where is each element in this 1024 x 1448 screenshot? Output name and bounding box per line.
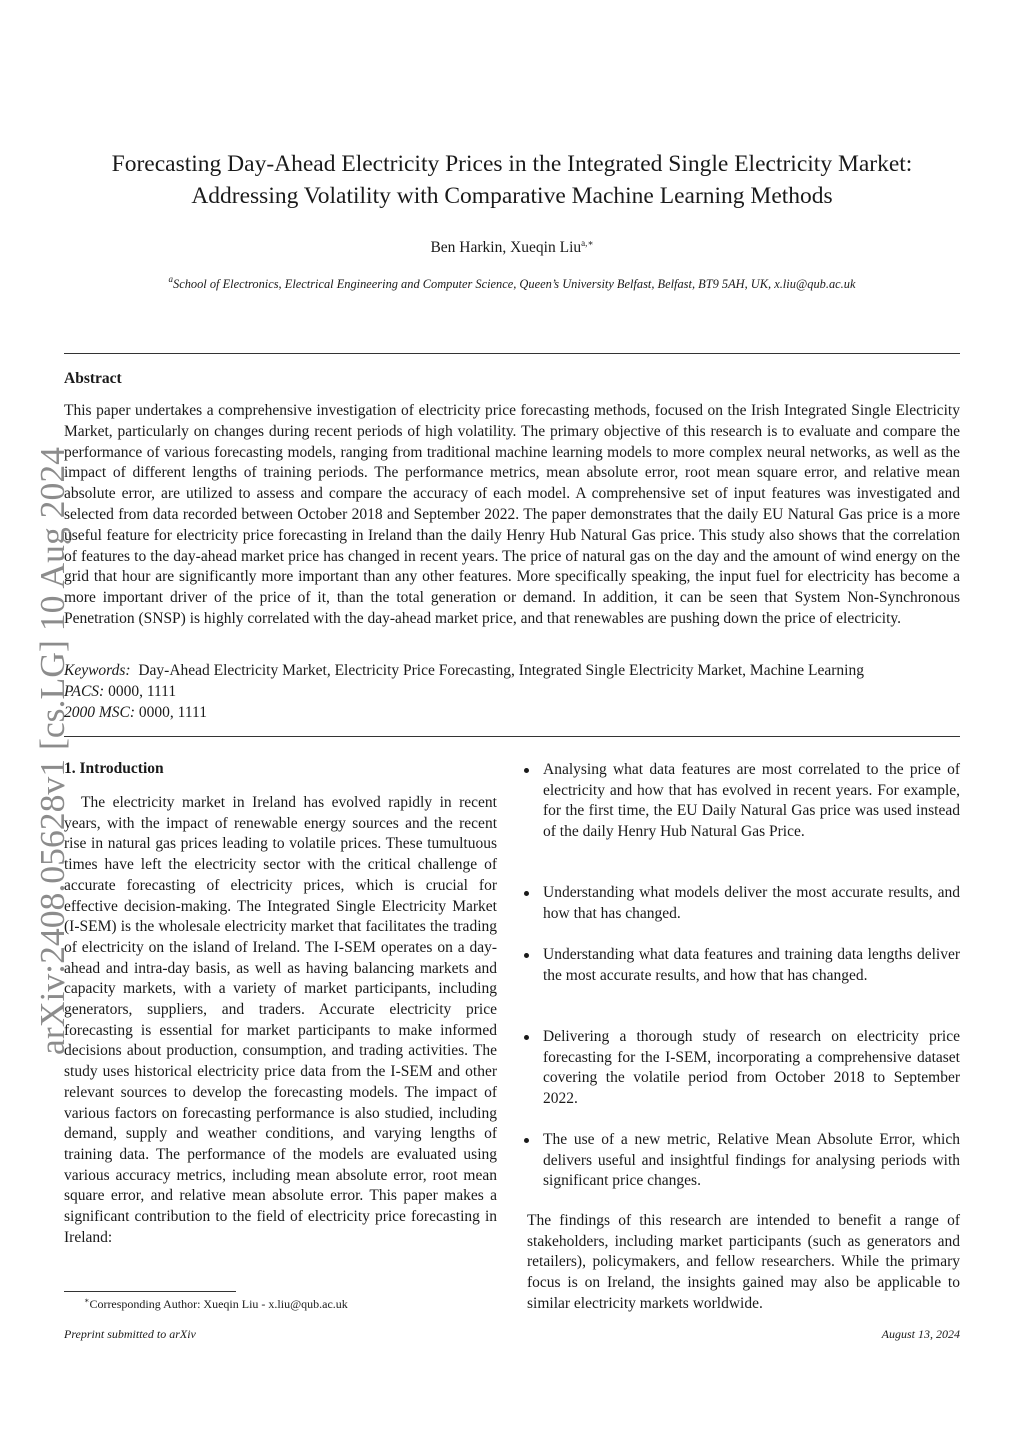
paper-title-line-2: Addressing Volatility with Comparative Machine Learning Methods	[191, 183, 833, 209]
introduction-closing-paragraph: The findings of this research are intended to benefit a range of stakeholders, including market participants (such as generators and retailers), policymakers, and fellow researchers. While the primary focus is on Ireland, the insights gained may also be applicable to similar electricity markets worldwide.	[527, 1212, 960, 1312]
footnote-divider	[64, 1291, 236, 1292]
author-list	[60, 239, 964, 257]
contribution-bullet-text: Understanding what models deliver the most accurate results, and how that has changed.	[543, 884, 960, 922]
contribution-bullet	[543, 760, 960, 843]
keywords-line	[64, 661, 960, 682]
abstract-bottom-divider	[64, 736, 960, 737]
contribution-bullet-text: Analysing what data features are most correlated to the price of electricity and how that has evolved in recent years. For example, for the first time, the EU Daily Natural Gas price was used instead of the daily Henry Hub Natural Gas Price.	[543, 761, 960, 841]
msc-label: 2000 MSC:	[64, 704, 136, 721]
contribution-bullet-text: Understanding what data features and training data lengths deliver the most accurate results, and how that has changed.	[543, 946, 960, 984]
keywords-value: Day-Ahead Electricity Market, Electricity Price Forecasting, Integrated Single Electricity Market, Machine Learning	[138, 662, 864, 679]
affiliation-marker: a	[168, 274, 174, 284]
footer-date: August 13, 2024	[881, 1327, 960, 1341]
contribution-bullet	[543, 1130, 960, 1192]
paper-title	[60, 148, 964, 212]
keywords-label: Keywords:	[64, 662, 131, 679]
bullet-icon	[524, 1035, 529, 1040]
contribution-bullet	[543, 945, 960, 986]
paper-title-line-1: Forecasting Day-Ahead Electricity Prices in the Integrated Single Electricity Market:	[111, 151, 913, 177]
section-introduction-title: 1. Introduction	[64, 760, 164, 777]
introduction-paragraph: The electricity market in Ireland has evolved rapidly in recent years, with the impact of renewable energy sources and the recent rise in natural gas prices leading to volatile prices. These tumultuous times have left the electricity sector with the critical challenge of accurate forecasting of electricity prices, which is crucial for effective decision-making. The Integrated Single Electricity Market (I-SEM) is the wholesale electricity market that facilitates the trading of electricity on the island of Ireland. The I-SEM operates on a day-ahead and intra-day basis, as well as having balancing markets and capacity markets, with a variety of market participants, including generators, suppliers, and traders. Accurate electricity price forecasting is essential for market participants to make informed decisions about production, consumption, and trading activities. The study uses historical electricity price data from the I-SEM and other relevant sources to develop the forecasting models. The impact of various factors on forecasting performance is also studied, including demand, supply and weather conditions, and varying lengths of training data. The performance of the models are evaluated using various accuracy metrics, including mean absolute error, root mean square error, and relative mean absolute error. This paper makes a significant contribution to the field of electricity price forecasting in Ireland:	[64, 794, 497, 1246]
pacs-label: PACS:	[64, 683, 105, 700]
msc-value: 0000, 1111	[138, 704, 207, 721]
contribution-bullet	[543, 1027, 960, 1110]
contribution-bullet-text: The use of a new metric, Relative Mean Absolute Error, which delivers useful and insightful findings for analysing periods with significant price changes.	[543, 1131, 960, 1190]
abstract-text: This paper undertakes a comprehensive investigation of electricity price forecasting methods, focused on the Irish Integrated Single Electricity Market, particularly on changes during recent periods of high volatility. The primary objective of this research is to evaluate and compare the performance of various forecasting models, ranging from traditional machine learning models to more complex neural networks, as well as the impact of different lengths of training periods. The performance metrics, mean absolute error, root mean square error, and relative mean absolute error, are utilized to assess and compare the accuracy of each model. A comprehensive set of input features was investigated and selected from data recorded between October 2018 and September 2022. The paper demonstrates that the daily EU Natural Gas price is a more useful feature for electricity price forecasting in Ireland than the daily Henry Hub Natural Gas price. This study also shows that the correlation of features to the day-ahead market price has changed in recent years. The price of natural gas on the day and the amount of wind energy on the grid that hour are significantly more important than any other features. More specifically speaking, the input fuel for electricity has become a more important driver of the price of it, than the total generation or demand. In addition, it can be seen that System Non-Synchronous Penetration (SNSP) is highly correlated with the day-ahead market price, and that renewables are pushing down the price of electricity.	[64, 402, 960, 627]
affiliation	[60, 274, 964, 292]
footnote-marker: ∗	[84, 1296, 90, 1305]
bullet-icon	[524, 1138, 529, 1143]
pacs-value: 0000, 1111	[108, 683, 177, 700]
affiliation-text: School of Electronics, Electrical Engineering and Computer Science, Queen’s University Belfast, Belfast, BT9 5AH, UK, x.liu@qub.ac.uk	[173, 277, 856, 291]
bullet-icon	[524, 891, 529, 896]
bullet-icon	[524, 768, 529, 773]
contribution-bullet-text: Delivering a thorough study of research on electricity price forecasting for the I-SEM, incorporating a comprehensive dataset covering the volatile period from October 2018 to September 2022.	[543, 1028, 960, 1108]
msc-line	[64, 703, 960, 724]
contribution-bullet	[543, 883, 960, 924]
abstract-heading: Abstract	[64, 370, 122, 387]
author-names: Ben Harkin, Xueqin Liu	[430, 239, 582, 256]
top-divider	[64, 353, 960, 354]
footer-preprint-note: Preprint submitted to arXiv	[64, 1327, 196, 1341]
corresponding-author-footnote	[64, 1297, 497, 1312]
author-affiliation-marker: a,∗	[581, 238, 594, 248]
bullet-icon	[524, 953, 529, 958]
arxiv-identifier: arXiv:2408.05628v1 [cs.LG] 10 Aug 2024	[33, 458, 72, 1055]
pacs-line	[64, 682, 960, 703]
footnote-text: Corresponding Author: Xueqin Liu - x.liu@qub.ac.uk	[89, 1297, 348, 1311]
